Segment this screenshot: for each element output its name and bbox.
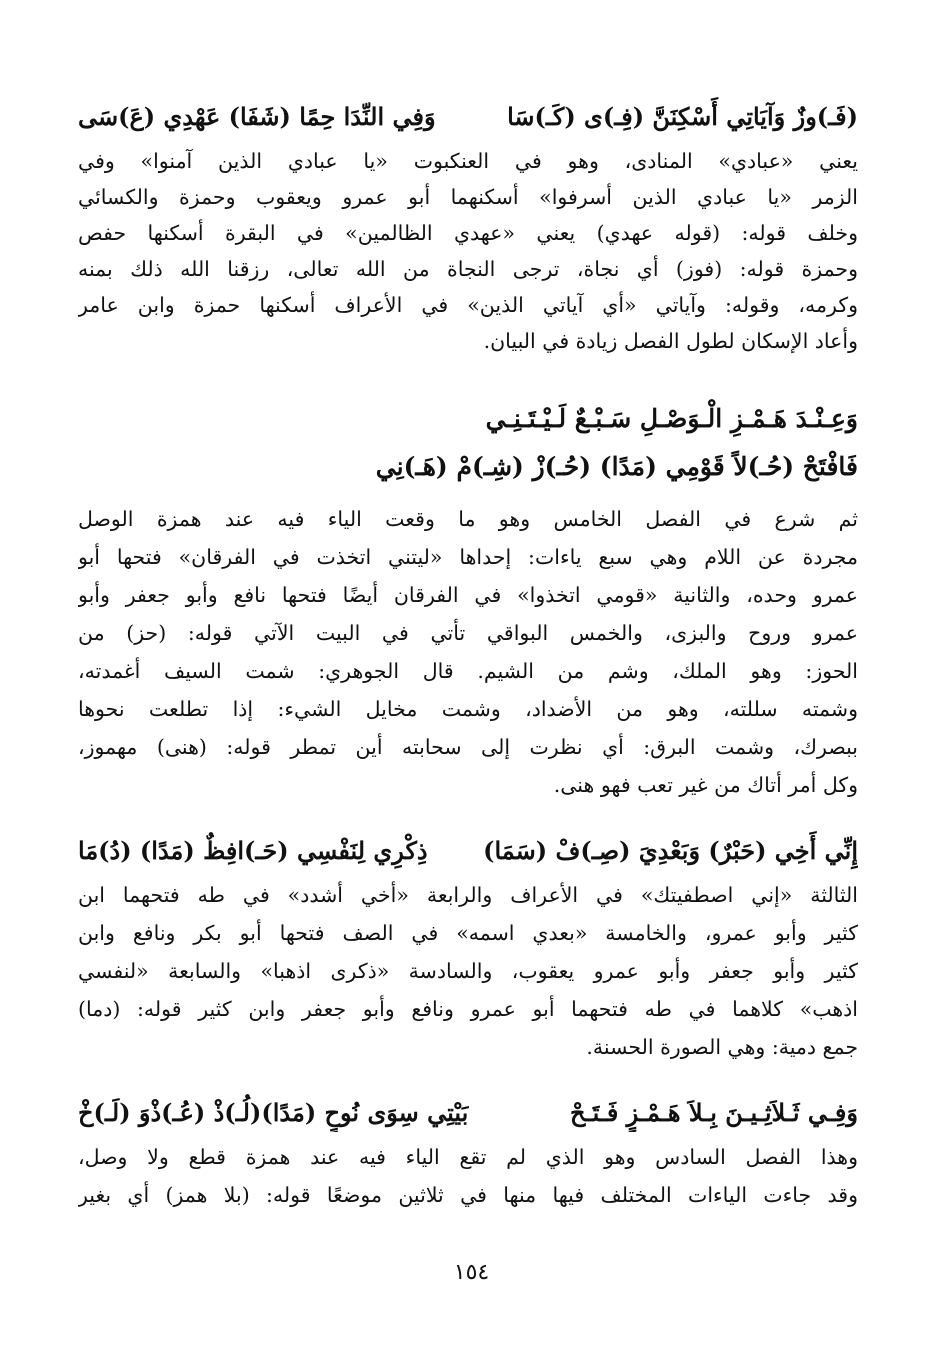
commentary-line: عمرو وروح والبزى، والخمس البواقي تأتي في البيت الآتي قوله: (حز) من	[78, 621, 858, 645]
commentary-line: اذهب» كلاهما في طه فتحهما أبو عمرو ونافع وأبو جعفر وابن كثير قوله: (دما)	[78, 997, 858, 1021]
page-number: ١٥٤	[453, 1260, 490, 1285]
verse-first-hemistich: إِنِّي أَخِي (حَبْرٌ) وَبَعْدِيَ (صِـ)فْ (سَمَا)	[483, 835, 858, 865]
commentary-line: وشمته سللته، وهو من الأضداد، وشمت مخايل الشيء: إذا تطلعت نحوها	[78, 697, 858, 721]
commentary-line: وقد جاءت الياءات المختلف فيها منها في ثلاثين موضعًا قوله: (بلا همز) أي بغير	[78, 1183, 858, 1207]
commentary-line: ثم شرع في الفصل الخامس وهو ما وقعت الياء فيه عند همزة الوصل	[78, 507, 858, 531]
verse-first-hemistich: وَفِـي ثَـلاَثِـيـنَ بِـلاَ هَـمْـزٍ فَـتَـحْ	[570, 1097, 858, 1127]
commentary-line: وخلف قوله: (قوله عهدي) يعني «عهدي الظالمين» في البقرة أسكنها حفص	[78, 221, 858, 245]
commentary-line: مجردة عن اللام وهي سبع ياءات: إحداها «ليتني اتخذت في الفرقان» فتحها أبو	[78, 545, 858, 569]
verse-couplet	[78, 96, 858, 136]
commentary-line: وحمزة قوله: (فوز) أي نجاة، ترجى النجاة من الله تعالى، رزقنا الله ذلك بمنه	[78, 257, 858, 281]
commentary-line: عمرو وحده، والثانية «قومي اتخذوا» في الفرقان أيضًا فتحها نافع وأبو جعفر وأبو	[78, 583, 858, 607]
commentary-line: يعني «عبادي» المنادى، وهو في العنكبوت «يا عبادي الذين آمنوا» وفي	[78, 149, 858, 173]
commentary-line: الحوز: وهو الملك، وشم من الشيم. قال الجوهري: شمت السيف أغمدته،	[78, 659, 858, 683]
verse-second-hemistich: وَفِي النِّدَا حِمًا (شَفَا) عَهْدِي (عَ)سَى	[78, 101, 436, 131]
verse-second-hemistich: ذِكْرِي لِنَفْسِي (حَـ)افِظٌ (مَدًا) (دُ)مَا	[78, 835, 428, 865]
commentary-line: كثير وأبو عمرو، والخامسة «بعدي اسمه» في الصف فتحها أبو بكر ونافع وابن	[78, 921, 858, 945]
verse-first-hemistich: (فَـ)وزٌ وَآيَاتِي أَسْكِنَنَّ (فِـ)ى (كَـ)سَا	[507, 101, 858, 131]
commentary-line: ببصرك، وشمت البرق: أي نظرت إلى سحابته أين تمطر قوله: (هنى) مهموز،	[78, 735, 858, 759]
verse-couplet	[78, 1092, 858, 1132]
commentary-line: الثالثة «إني اصطفيتك» في الأعراف والرابعة «أخي أشدد» في طه فتحهما ابن	[78, 883, 858, 907]
verse-line: وَعِـنْـدَ هَـمْـزِ الْـوَصْـلِ سَـبْـعٌ لَـيْـتَـنِـي	[485, 403, 858, 433]
commentary-line: وهذا الفصل السادس وهو الذي لم تقع الياء فيه عند همزة قطع ولا وصل،	[78, 1145, 858, 1169]
verse-line: فَافْتَحْ (حُـ)لاً قَوْمِي (مَدًا) (حُـ)زْ (شِـ)مْ (هَـ)نِي	[375, 451, 858, 481]
commentary-line: وكرمه، وقوله: وآياتي «أي آياتي الذين» في الأعراف أسكنها حمزة وابن عامر	[78, 293, 858, 317]
commentary-line: جمع دمية: وهي الصورة الحسنة.	[586, 1035, 858, 1059]
verse-couplet	[78, 830, 858, 870]
commentary-line: وكل أمر أتاك من غير تعب فهو هنى.	[553, 773, 858, 797]
commentary-line: الزمر «يا عبادي الذين أسرفوا» أسكنهما أبو عمرو ويعقوب وحمزة والكسائي	[78, 185, 858, 209]
commentary-line: وأعاد الإسكان لطول الفصل زيادة في البيان.	[483, 329, 858, 353]
verse-second-hemistich: بَيْتِي سِوَى نُوحٍ (مَدًا)(لُـ)ذْ (عُـ)ذْوَ (لَـ)خْ	[78, 1097, 469, 1127]
commentary-line: كثير وأبو جعفر وأبو عمرو يعقوب، والسادسة «ذكرى اذهبا» والسابعة «لنفسي	[78, 959, 858, 983]
